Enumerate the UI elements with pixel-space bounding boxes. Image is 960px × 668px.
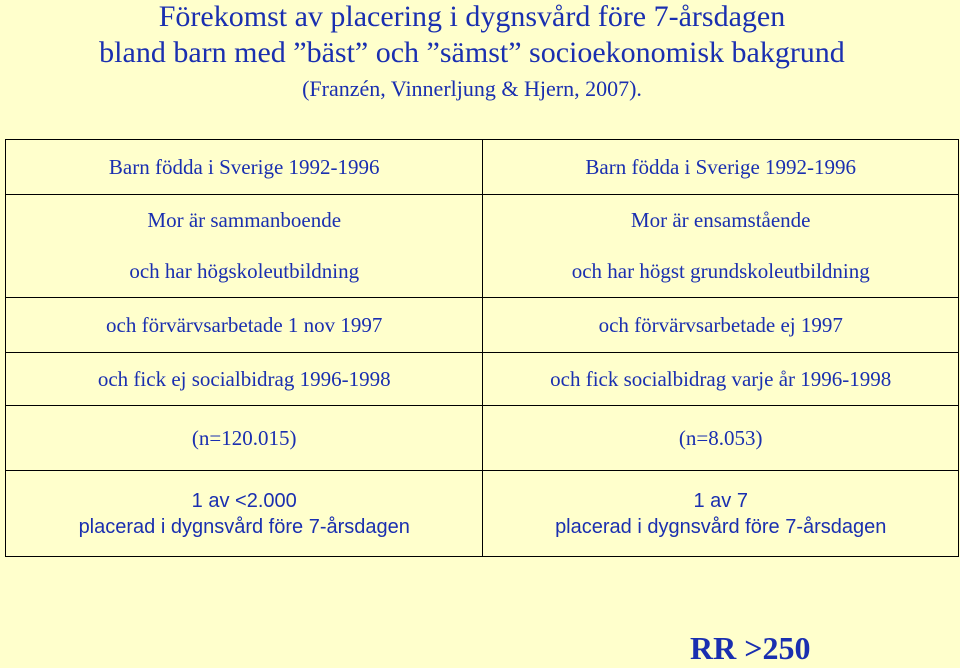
right-result	[483, 471, 959, 557]
table-row	[6, 245, 959, 298]
left-line3: och förvärvsarbetade 1 nov 1997	[6, 298, 483, 353]
left-result-text: placerad i dygnsvård före 7-årsdagen	[78, 515, 410, 538]
table-row	[6, 471, 959, 557]
slide-citation: (Franzén, Vinnerljung & Hjern, 2007).	[302, 76, 642, 101]
left-header: Barn födda i Sverige 1992-1996	[6, 140, 483, 195]
table-row	[6, 353, 959, 406]
table-row	[6, 298, 959, 353]
left-result-ratio: 1 av <2.000	[191, 489, 297, 512]
right-line1: Mor är ensamstående	[483, 195, 959, 246]
right-result-text: placerad i dygnsvård före 7-årsdagen	[555, 515, 887, 538]
left-n: (n=120.015)	[6, 406, 483, 471]
left-line1: Mor är sammanboende	[6, 195, 483, 246]
slide-title-line1: Förekomst av placering i dygnsvård före 7-årsdagen	[158, 0, 786, 33]
comparison-table	[5, 139, 959, 557]
table-row	[6, 195, 959, 246]
right-line3: och förvärvsarbetade ej 1997	[483, 298, 959, 353]
slide-title-line2: bland barn med ”bäst” och ”sämst” socioekonomisk bakgrund	[99, 36, 845, 69]
right-header: Barn födda i Sverige 1992-1996	[483, 140, 959, 195]
right-line4: och fick socialbidrag varje år 1996-1998	[483, 353, 959, 406]
right-line2: och har högst grundskoleutbildning	[483, 245, 959, 298]
right-n: (n=8.053)	[483, 406, 959, 471]
table-row	[6, 140, 959, 195]
right-result-ratio: 1 av 7	[693, 489, 748, 512]
left-line4: och fick ej socialbidrag 1996-1998	[6, 353, 483, 406]
table-row	[6, 406, 959, 471]
left-line2: och har högskoleutbildning	[6, 245, 483, 298]
left-result	[6, 471, 483, 557]
relative-risk-label: RR >250	[690, 630, 811, 666]
